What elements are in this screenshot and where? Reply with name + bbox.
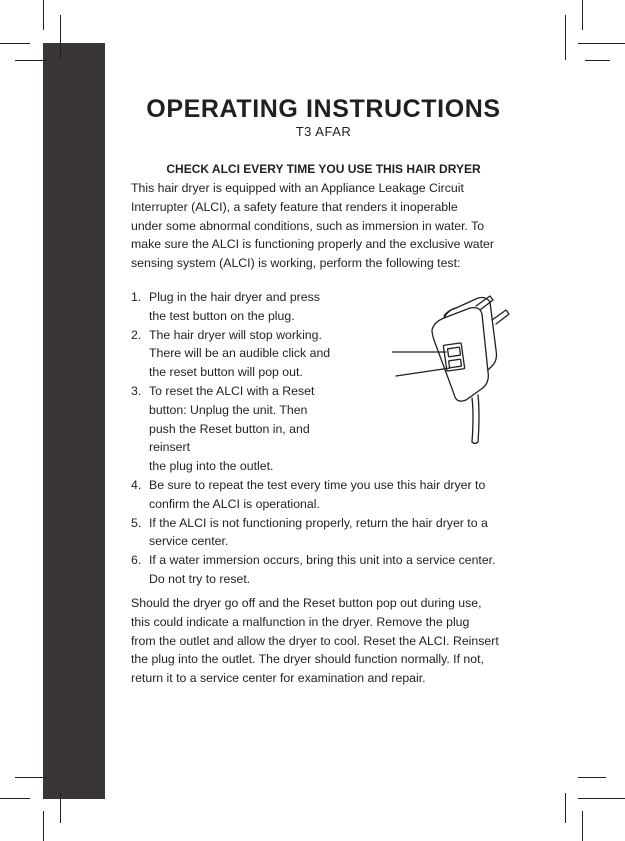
alci-plug-icon xyxy=(392,274,512,446)
step-item xyxy=(131,514,523,552)
closing-line: return it to a service center for examination and repair. xyxy=(131,671,426,686)
intro-paragraph xyxy=(131,179,523,273)
step-line: service center. xyxy=(149,534,229,549)
step-line: the plug into the outlet. xyxy=(149,459,274,474)
step-line: If a water immersion occurs, bring this unit into a service center. xyxy=(149,553,496,568)
step-line: confirm the ALCI is operational. xyxy=(149,496,320,511)
closing-paragraph xyxy=(131,594,523,688)
step-number: 6. xyxy=(131,553,142,568)
closing-line: from the outlet and allow the dryer to cool. Reset the ALCI. Reinsert xyxy=(131,633,499,648)
intro-line: This hair dryer is equipped with an Appliance Leakage Circuit xyxy=(131,181,464,195)
step-line: Plug in the hair dryer and press xyxy=(149,290,320,304)
intro-line: make sure the ALCI is functioning properly and the exclusive water xyxy=(131,237,494,252)
step-item xyxy=(131,551,523,589)
closing-line: the plug into the outlet. The dryer should function normally. If not, xyxy=(131,652,484,667)
step-number: 4. xyxy=(131,477,142,492)
step-line: Do not try to reset. xyxy=(149,571,251,586)
step-number: 5. xyxy=(131,515,142,530)
step-line: To reset the ALCI with a Reset xyxy=(149,383,315,398)
step-item xyxy=(131,382,349,476)
intro-line: under some abnormal conditions, such as immersion in water. To xyxy=(131,218,485,233)
step-line: If the ALCI is not functioning properly, return the hair dryer to a xyxy=(149,515,488,530)
step-number: 1. xyxy=(131,290,142,304)
step-line: There will be an audible click and xyxy=(149,346,331,361)
step-number: 3. xyxy=(131,383,142,398)
step-item xyxy=(131,476,523,514)
section-heading: CHECK ALCI EVERY TIME YOU USE THIS HAIR DRYER xyxy=(166,162,481,176)
intro-line: Interrupter (ALCI), a safety feature that renders it inoperable xyxy=(131,199,458,214)
step-number: 2. xyxy=(131,327,142,342)
intro-line: sensing system (ALCI) is working, perform the following test: xyxy=(131,256,461,271)
step-item xyxy=(131,288,349,326)
step-line: Be sure to repeat the test every time you use this hair dryer to xyxy=(149,477,486,492)
step-line: the reset button will pop out. xyxy=(149,365,303,380)
step-line: reinsert xyxy=(149,440,191,455)
closing-line: Should the dryer go off and the Reset button pop out during use, xyxy=(131,596,482,610)
product-subtitle: T3 AFAR xyxy=(295,124,352,139)
step-line: button: Unplug the unit. Then xyxy=(149,402,308,417)
step-line: the test button on the plug. xyxy=(149,308,295,323)
closing-line: this could indicate a malfunction in the dryer. Remove the plug xyxy=(131,614,470,629)
step-item xyxy=(131,326,349,382)
step-line: The hair dryer will stop working. xyxy=(149,327,322,342)
page-title: OPERATING INSTRUCTIONS xyxy=(146,95,501,123)
sidebar-band xyxy=(43,43,105,799)
step-line: push the Reset button in, and xyxy=(149,421,310,436)
